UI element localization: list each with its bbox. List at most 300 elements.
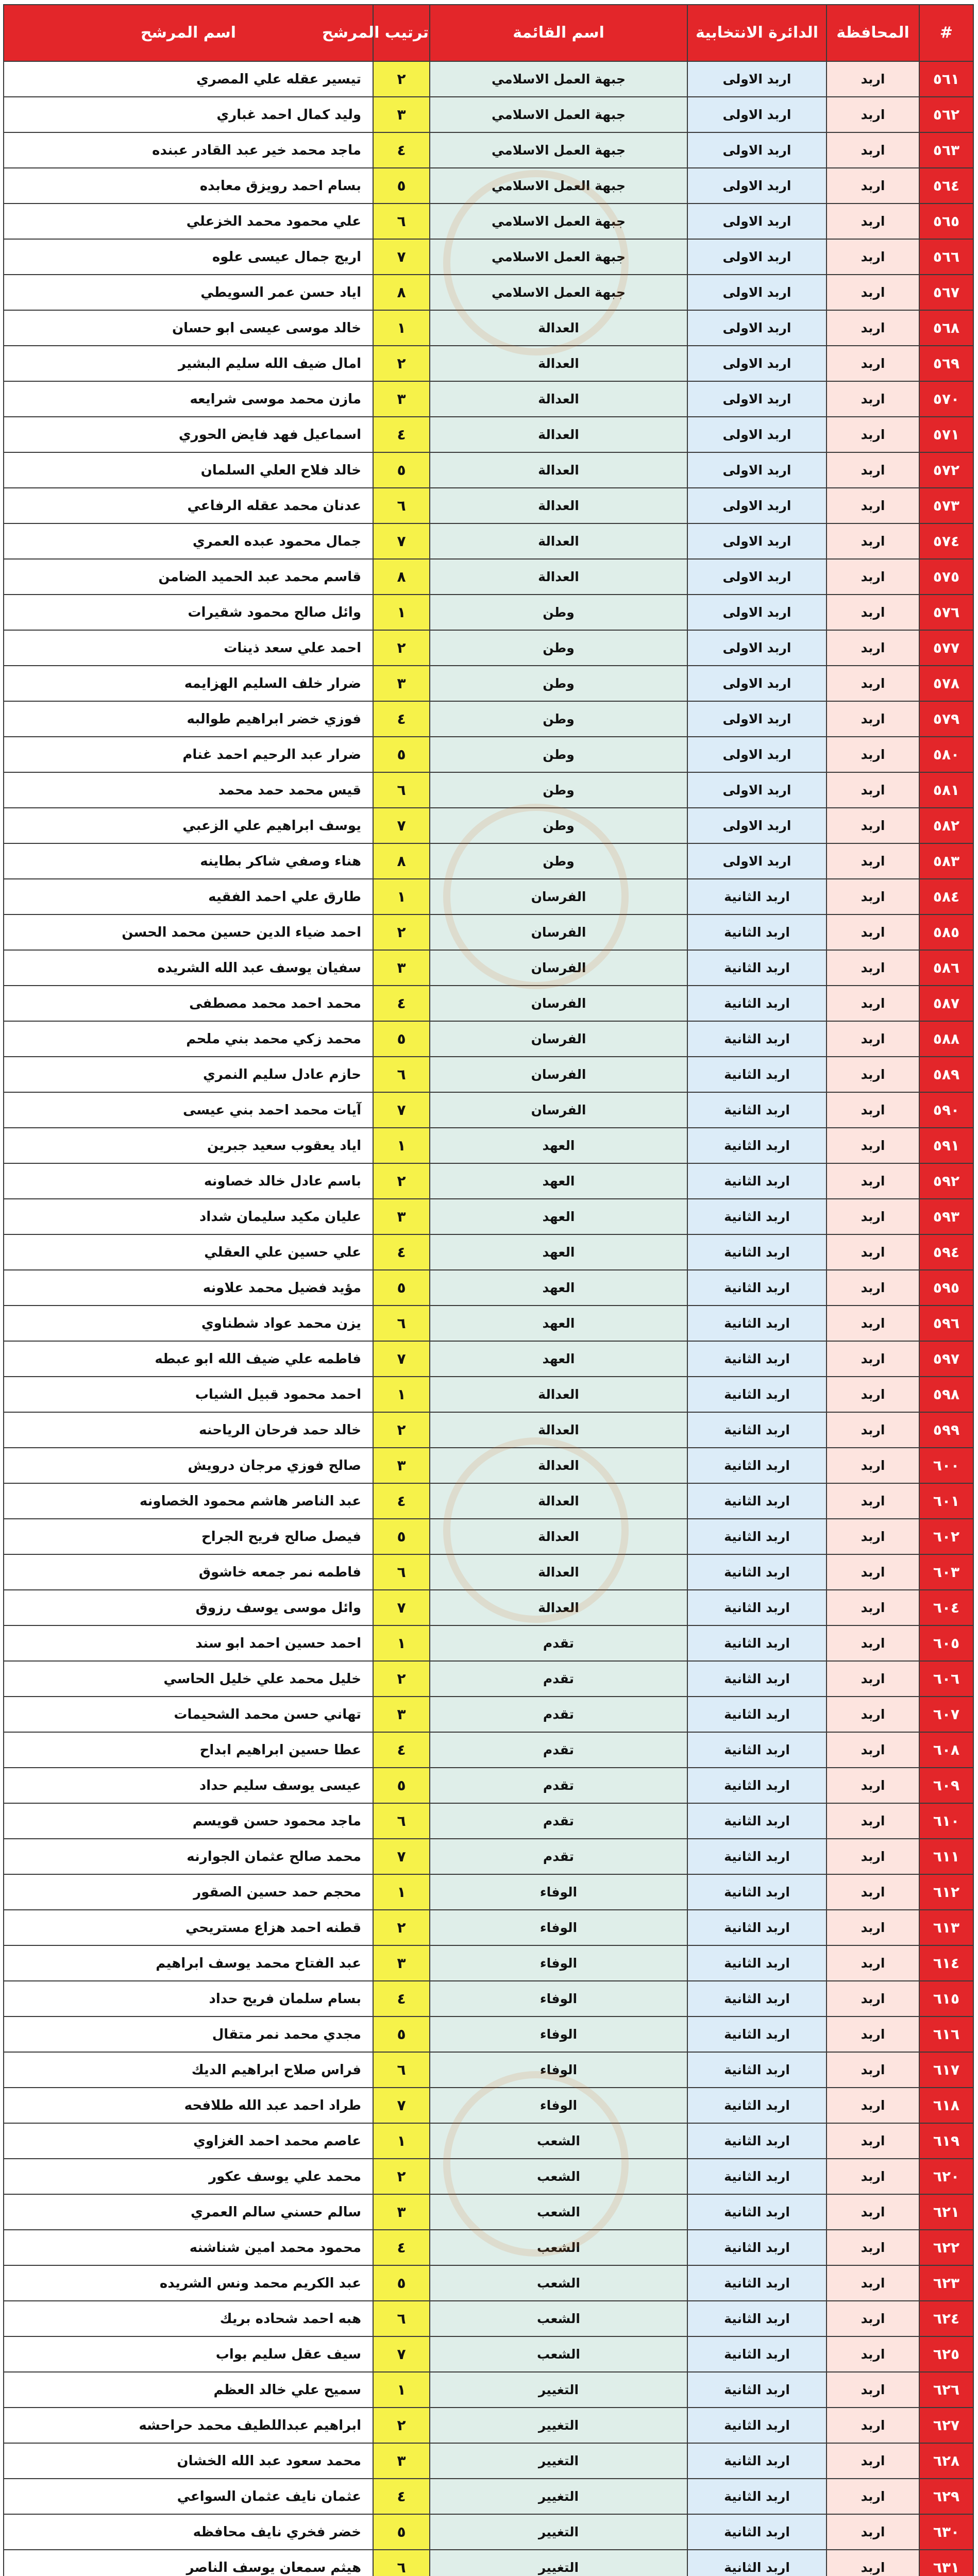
table-row (4, 1270, 973, 1306)
row-candidate-rank: ١ (373, 1128, 430, 1163)
row-number: ٦٢٨ (919, 2443, 973, 2479)
row-candidate-rank: ٥ (373, 2514, 430, 2550)
row-list-name: العهد (430, 1306, 687, 1341)
row-candidate-name: ماجد محمد خير عبد القادر عبنده (4, 132, 373, 168)
header-list-name: اسم القائمة (430, 5, 687, 61)
row-number: ٥٩٨ (919, 1377, 973, 1412)
row-candidate-rank: ٢ (373, 1412, 430, 1448)
row-candidate-rank: ٢ (373, 346, 430, 381)
header-candidate-name: اسم المرشح (4, 5, 373, 61)
row-number: ٥٨٨ (919, 1021, 973, 1057)
header-row (4, 5, 973, 61)
table-row (4, 1981, 973, 2016)
row-number: ٦٠٥ (919, 1625, 973, 1661)
row-governorate: اربد (827, 346, 919, 381)
row-candidate-name: عبد الفتاح محمد يوسف ابراهيم (4, 1945, 373, 1981)
row-candidate-name: عطا حسين ابراهيم ابداح (4, 1732, 373, 1768)
row-district: اربد الثانية (687, 2479, 827, 2514)
row-candidate-rank: ٧ (373, 1590, 430, 1625)
row-district: اربد الثانية (687, 1021, 827, 1057)
table-row (4, 1128, 973, 1163)
header-district: الدائرة الانتخابية (687, 5, 827, 61)
row-candidate-name: فراس صلاح ابراهيم الديك (4, 2052, 373, 2088)
row-number: ٥٨٣ (919, 843, 973, 879)
row-list-name: التغيير (430, 2443, 687, 2479)
row-number: ٥٦٤ (919, 168, 973, 204)
row-district: اربد الثانية (687, 986, 827, 1021)
row-district: اربد الثانية (687, 1625, 827, 1661)
row-number: ٦١٢ (919, 1874, 973, 1910)
row-governorate: اربد (827, 559, 919, 595)
candidates-sheet (4, 4, 974, 2576)
row-candidate-name: علي حسين علي العقلي (4, 1234, 373, 1270)
row-list-name: العدالة (430, 417, 687, 452)
row-list-name: العدالة (430, 1377, 687, 1412)
table-row (4, 1306, 973, 1341)
row-governorate: اربد (827, 2443, 919, 2479)
table-row (4, 2479, 973, 2514)
table-row (4, 2194, 973, 2230)
row-candidate-rank: ١ (373, 1377, 430, 1412)
row-number: ٥٧٧ (919, 630, 973, 666)
row-number: ٦١٤ (919, 1945, 973, 1981)
row-list-name: العدالة (430, 1483, 687, 1519)
table-row (4, 417, 973, 452)
row-list-name: وطن (430, 843, 687, 879)
row-number: ٥٩٩ (919, 1412, 973, 1448)
row-number: ٦١٥ (919, 1981, 973, 2016)
row-candidate-name: طراد احمد عبد الله طلافحه (4, 2088, 373, 2123)
table-row (4, 772, 973, 808)
row-candidate-name: سالم حسني سالم العمري (4, 2194, 373, 2230)
table-row (4, 1554, 973, 1590)
row-governorate: اربد (827, 1021, 919, 1057)
row-list-name: جبهة العمل الاسلامي (430, 97, 687, 132)
row-list-name: الشعب (430, 2336, 687, 2372)
row-governorate: اربد (827, 1128, 919, 1163)
table-row (4, 701, 973, 737)
table-row (4, 168, 973, 204)
row-governorate: اربد (827, 1270, 919, 1306)
row-candidate-rank: ٧ (373, 1341, 430, 1377)
row-governorate: اربد (827, 2408, 919, 2443)
row-governorate: اربد (827, 1874, 919, 1910)
row-number: ٥٨٧ (919, 986, 973, 1021)
row-number: ٥٦٩ (919, 346, 973, 381)
table-row (4, 523, 973, 559)
row-candidate-rank: ٥ (373, 1519, 430, 1554)
row-district: اربد الثانية (687, 2265, 827, 2301)
table-row (4, 2514, 973, 2550)
row-district: اربد الاولى (687, 452, 827, 488)
row-number: ٥٦٢ (919, 97, 973, 132)
row-district: اربد الاولى (687, 737, 827, 772)
row-candidate-name: امال ضيف الله سليم البشير (4, 346, 373, 381)
row-district: اربد الثانية (687, 2016, 827, 2052)
row-district: اربد الاولى (687, 772, 827, 808)
row-candidate-rank: ٤ (373, 2230, 430, 2265)
row-candidate-name: يزن محمد عواد شطناوي (4, 1306, 373, 1341)
row-district: اربد الثانية (687, 2052, 827, 2088)
table-row (4, 559, 973, 595)
row-governorate: اربد (827, 1448, 919, 1483)
table-row (4, 1234, 973, 1270)
row-number: ٦٠٩ (919, 1768, 973, 1803)
row-district: اربد الثانية (687, 1839, 827, 1874)
table-row (4, 986, 973, 1021)
row-number: ٥٩٤ (919, 1234, 973, 1270)
row-candidate-rank: ٣ (373, 1448, 430, 1483)
row-list-name: وطن (430, 772, 687, 808)
table-row (4, 2372, 973, 2408)
row-list-name: وطن (430, 666, 687, 701)
row-governorate: اربد (827, 1590, 919, 1625)
row-candidate-name: اسماعيل فهد فايض الحوري (4, 417, 373, 452)
row-number: ٥٩١ (919, 1128, 973, 1163)
row-candidate-rank: ٥ (373, 1270, 430, 1306)
row-candidate-name: علي محمود محمد الخزعلي (4, 204, 373, 239)
row-candidate-name: فاطمه نمر جمعه خاشوق (4, 1554, 373, 1590)
row-candidate-rank: ٥ (373, 1021, 430, 1057)
row-candidate-name: طارق علي احمد الفقيه (4, 879, 373, 914)
row-candidate-name: عليان مكيد سليمان شداد (4, 1199, 373, 1234)
row-list-name: الوفاء (430, 2052, 687, 2088)
row-list-name: جبهة العمل الاسلامي (430, 275, 687, 310)
row-number: ٦٢٦ (919, 2372, 973, 2408)
table-row (4, 61, 973, 97)
row-district: اربد الاولى (687, 630, 827, 666)
row-candidate-rank: ٥ (373, 1768, 430, 1803)
row-list-name: العهد (430, 1234, 687, 1270)
row-list-name: الشعب (430, 2265, 687, 2301)
row-candidate-name: احمد حسين احمد ابو سند (4, 1625, 373, 1661)
table-row (4, 381, 973, 417)
row-candidate-rank: ٦ (373, 204, 430, 239)
row-governorate: اربد (827, 772, 919, 808)
row-list-name: الوفاء (430, 2088, 687, 2123)
row-number: ٥٧٣ (919, 488, 973, 523)
row-candidate-rank: ٣ (373, 97, 430, 132)
row-candidate-name: خالد فلاح العلي السلمان (4, 452, 373, 488)
header-candidate-rank: ترتيب المرشح (373, 5, 430, 61)
row-district: اربد الثانية (687, 1412, 827, 1448)
row-district: اربد الثانية (687, 1945, 827, 1981)
table-row (4, 1341, 973, 1377)
table-row (4, 2123, 973, 2159)
row-district: اربد الاولى (687, 204, 827, 239)
row-district: اربد الثانية (687, 1768, 827, 1803)
row-district: اربد الاولى (687, 132, 827, 168)
row-number: ٦١٩ (919, 2123, 973, 2159)
row-governorate: اربد (827, 1377, 919, 1412)
row-list-name: العدالة (430, 452, 687, 488)
row-candidate-name: قيس محمد حمد محمد (4, 772, 373, 808)
row-number: ٦٠٧ (919, 1697, 973, 1732)
row-number: ٦٢٠ (919, 2159, 973, 2194)
row-list-name: الشعب (430, 2194, 687, 2230)
row-candidate-rank: ٢ (373, 630, 430, 666)
row-candidate-rank: ٦ (373, 1803, 430, 1839)
row-candidate-name: سميح علي خالد العظم (4, 2372, 373, 2408)
row-candidate-name: قاسم محمد عبد الحميد الضامن (4, 559, 373, 595)
row-list-name: العدالة (430, 1519, 687, 1554)
row-number: ٥٧٢ (919, 452, 973, 488)
row-district: اربد الاولى (687, 61, 827, 97)
row-governorate: اربد (827, 630, 919, 666)
row-district: اربد الثانية (687, 1732, 827, 1768)
table-row (4, 1910, 973, 1945)
row-number: ٥٨٤ (919, 879, 973, 914)
row-district: اربد الاولى (687, 488, 827, 523)
table-row (4, 204, 973, 239)
row-district: اربد الثانية (687, 2443, 827, 2479)
row-governorate: اربد (827, 595, 919, 630)
table-row (4, 1768, 973, 1803)
row-candidate-rank: ٤ (373, 701, 430, 737)
row-candidate-name: ضرار عبد الرحيم احمد غنام (4, 737, 373, 772)
row-governorate: اربد (827, 1768, 919, 1803)
row-candidate-name: خضر فخري نايف محافظه (4, 2514, 373, 2550)
row-number: ٦٣١ (919, 2550, 973, 2576)
row-district: اربد الثانية (687, 1128, 827, 1163)
row-candidate-rank: ٦ (373, 772, 430, 808)
row-candidate-rank: ٢ (373, 1910, 430, 1945)
row-list-name: وطن (430, 595, 687, 630)
row-candidate-name: باسم عادل خالد خصاونه (4, 1163, 373, 1199)
row-candidate-rank: ٣ (373, 1945, 430, 1981)
row-candidate-name: آيات محمد احمد بني عيسى (4, 1092, 373, 1128)
table-row (4, 2159, 973, 2194)
row-candidate-name: محمد صالح عثمان الجوارنه (4, 1839, 373, 1874)
table-row (4, 132, 973, 168)
row-district: اربد الثانية (687, 1057, 827, 1092)
row-number: ٦٢٩ (919, 2479, 973, 2514)
table-row (4, 914, 973, 950)
row-candidate-name: خالد موسى عيسى ابو حسان (4, 310, 373, 346)
row-district: اربد الاولى (687, 310, 827, 346)
table-row (4, 1590, 973, 1625)
row-governorate: اربد (827, 239, 919, 275)
row-list-name: العهد (430, 1270, 687, 1306)
row-candidate-name: وائل موسى يوسف رزوق (4, 1590, 373, 1625)
row-list-name: تقدم (430, 1768, 687, 1803)
row-governorate: اربد (827, 417, 919, 452)
row-candidate-name: جمال محمود عبده العمري (4, 523, 373, 559)
table-row (4, 1448, 973, 1483)
row-governorate: اربد (827, 1519, 919, 1554)
row-district: اربد الاولى (687, 666, 827, 701)
row-list-name: تقدم (430, 1661, 687, 1697)
row-list-name: الفرسان (430, 914, 687, 950)
row-governorate: اربد (827, 2016, 919, 2052)
row-candidate-name: عيسى يوسف سليم حداد (4, 1768, 373, 1803)
row-governorate: اربد (827, 2194, 919, 2230)
row-number: ٥٧٥ (919, 559, 973, 595)
row-candidate-name: ابراهيم عبداللطيف محمد حراحشه (4, 2408, 373, 2443)
row-district: اربد الثانية (687, 914, 827, 950)
row-number: ٥٨٩ (919, 1057, 973, 1092)
table-row (4, 737, 973, 772)
row-number: ٦٠٨ (919, 1732, 973, 1768)
row-list-name: العدالة (430, 1412, 687, 1448)
row-number: ٥٩٥ (919, 1270, 973, 1306)
row-governorate: اربد (827, 2336, 919, 2372)
row-number: ٥٦٧ (919, 275, 973, 310)
row-candidate-rank: ٢ (373, 2159, 430, 2194)
row-governorate: اربد (827, 61, 919, 97)
row-governorate: اربد (827, 1839, 919, 1874)
table-row (4, 879, 973, 914)
row-number: ٥٨٦ (919, 950, 973, 986)
row-district: اربد الاولى (687, 595, 827, 630)
row-district: اربد الثانية (687, 1590, 827, 1625)
table-row (4, 346, 973, 381)
row-list-name: العدالة (430, 1448, 687, 1483)
table-row (4, 2265, 973, 2301)
table-row (4, 452, 973, 488)
row-district: اربد الاولى (687, 559, 827, 595)
row-governorate: اربد (827, 808, 919, 843)
table-row (4, 2088, 973, 2123)
row-governorate: اربد (827, 1057, 919, 1092)
row-district: اربد الاولى (687, 97, 827, 132)
row-list-name: جبهة العمل الاسلامي (430, 239, 687, 275)
row-number: ٦٣٠ (919, 2514, 973, 2550)
row-list-name: تقدم (430, 1839, 687, 1874)
table-row (4, 1412, 973, 1448)
row-list-name: التغيير (430, 2372, 687, 2408)
row-candidate-name: مجدي محمد نمر متقال (4, 2016, 373, 2052)
row-candidate-name: سيف عقل سليم بواب (4, 2336, 373, 2372)
row-number: ٥٩٦ (919, 1306, 973, 1341)
table-row (4, 239, 973, 275)
row-number: ٥٦٨ (919, 310, 973, 346)
row-number: ٦٠١ (919, 1483, 973, 1519)
row-number: ٦١٧ (919, 2052, 973, 2088)
row-candidate-rank: ١ (373, 2123, 430, 2159)
table-row (4, 1163, 973, 1199)
row-list-name: الوفاء (430, 1874, 687, 1910)
row-list-name: التغيير (430, 2550, 687, 2576)
row-governorate: اربد (827, 2301, 919, 2336)
row-governorate: اربد (827, 97, 919, 132)
row-candidate-rank: ٤ (373, 1234, 430, 1270)
row-number: ٦١٣ (919, 1910, 973, 1945)
row-governorate: اربد (827, 1981, 919, 2016)
row-number: ٥٧٨ (919, 666, 973, 701)
row-number: ٥٧٦ (919, 595, 973, 630)
row-candidate-rank: ٢ (373, 61, 430, 97)
row-candidate-rank: ١ (373, 879, 430, 914)
table-row (4, 2230, 973, 2265)
row-district: اربد الثانية (687, 1483, 827, 1519)
row-list-name: الفرسان (430, 879, 687, 914)
row-number: ٥٨٢ (919, 808, 973, 843)
table-row (4, 310, 973, 346)
row-candidate-name: ضرار خلف السليم الهزايمه (4, 666, 373, 701)
row-governorate: اربد (827, 1661, 919, 1697)
row-candidate-name: اياد يعقوب سعيد جبرين (4, 1128, 373, 1163)
row-governorate: اربد (827, 1163, 919, 1199)
row-candidate-rank: ٤ (373, 1732, 430, 1768)
row-candidate-name: يوسف ابراهيم علي الزعبي (4, 808, 373, 843)
row-list-name: الفرسان (430, 1021, 687, 1057)
row-candidate-rank: ١ (373, 595, 430, 630)
row-candidate-name: قطنه احمد هزاع مستريحي (4, 1910, 373, 1945)
row-list-name: الوفاء (430, 1945, 687, 1981)
table-row (4, 843, 973, 879)
row-number: ٦١٠ (919, 1803, 973, 1839)
row-governorate: اربد (827, 950, 919, 986)
table-row (4, 1661, 973, 1697)
row-candidate-rank: ٤ (373, 986, 430, 1021)
row-candidate-name: اياد حسن عمر السويطي (4, 275, 373, 310)
row-list-name: الفرسان (430, 1057, 687, 1092)
row-list-name: العدالة (430, 381, 687, 417)
row-list-name: التغيير (430, 2514, 687, 2550)
row-district: اربد الثانية (687, 1341, 827, 1377)
row-governorate: اربد (827, 1554, 919, 1590)
row-district: اربد الاولى (687, 381, 827, 417)
row-governorate: اربد (827, 1625, 919, 1661)
row-number: ٥٧١ (919, 417, 973, 452)
row-district: اربد الاولى (687, 701, 827, 737)
row-district: اربد الثانية (687, 2123, 827, 2159)
row-list-name: وطن (430, 630, 687, 666)
row-candidate-rank: ٢ (373, 1661, 430, 1697)
row-district: اربد الثانية (687, 2088, 827, 2123)
row-candidate-name: محمد احمد محمد مصطفى (4, 986, 373, 1021)
row-governorate: اربد (827, 1234, 919, 1270)
row-governorate: اربد (827, 2550, 919, 2576)
row-list-name: تقدم (430, 1803, 687, 1839)
row-list-name: العدالة (430, 559, 687, 595)
row-district: اربد الثانية (687, 2159, 827, 2194)
row-candidate-rank: ٧ (373, 523, 430, 559)
row-district: اربد الاولى (687, 275, 827, 310)
row-candidate-name: محمود محمد امين شناشنه (4, 2230, 373, 2265)
table-row (4, 1057, 973, 1092)
row-candidate-name: هبه احمد شحاده بريك (4, 2301, 373, 2336)
row-district: اربد الاولى (687, 843, 827, 879)
table-row (4, 275, 973, 310)
row-list-name: جبهة العمل الاسلامي (430, 168, 687, 204)
row-candidate-name: مؤيد فضيل محمد علاونه (4, 1270, 373, 1306)
row-governorate: اربد (827, 488, 919, 523)
row-candidate-rank: ٣ (373, 666, 430, 701)
row-district: اربد الثانية (687, 1519, 827, 1554)
row-governorate: اربد (827, 1697, 919, 1732)
row-candidate-rank: ١ (373, 2372, 430, 2408)
row-district: اربد الاولى (687, 808, 827, 843)
row-candidate-rank: ١ (373, 310, 430, 346)
row-candidate-name: عاصم محمد احمد الغزاوي (4, 2123, 373, 2159)
row-number: ٦٠٢ (919, 1519, 973, 1554)
row-district: اربد الاولى (687, 417, 827, 452)
row-candidate-rank: ٤ (373, 1981, 430, 2016)
row-district: اربد الاولى (687, 523, 827, 559)
row-candidate-rank: ٨ (373, 843, 430, 879)
row-district: اربد الثانية (687, 1306, 827, 1341)
row-candidate-name: سفيان يوسف عبد الله الشريده (4, 950, 373, 986)
row-district: اربد الثانية (687, 1910, 827, 1945)
row-list-name: العهد (430, 1341, 687, 1377)
row-candidate-name: محمد سعود عبد الله الخشان (4, 2443, 373, 2479)
row-list-name: العهد (430, 1128, 687, 1163)
row-candidate-name: عدنان محمد عقله الرفاعي (4, 488, 373, 523)
table-row (4, 488, 973, 523)
row-governorate: اربد (827, 2230, 919, 2265)
